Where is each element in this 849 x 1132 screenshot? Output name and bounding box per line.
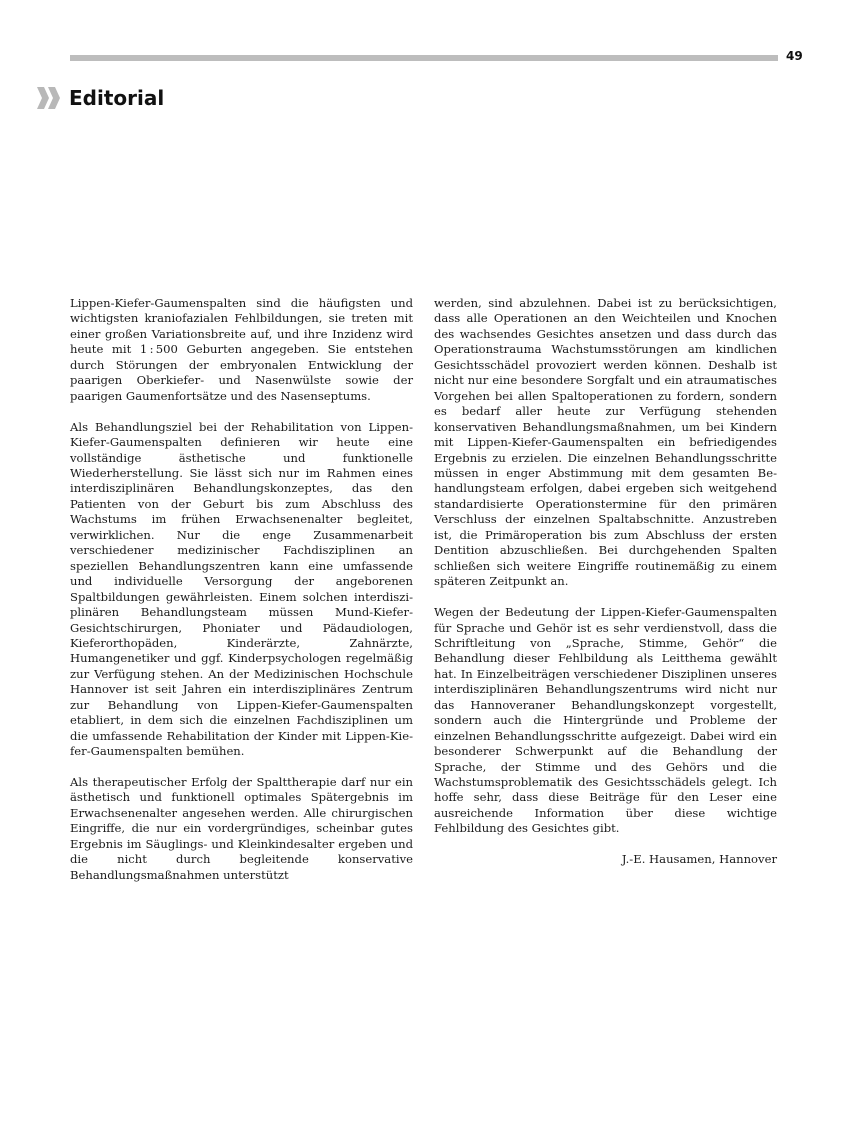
header-rule — [70, 55, 778, 61]
paragraph: Wegen der Bedeutung der Lippen-Kiefer-Gaumenspalten für Sprache und Gehör ist es sehr verdienstvoll, dass die Schriftleitung von „Sprache, Stimme, Gehör“ die Behandlung dieser Fehlbildung als Leitthema gewählt hat. In Einzelbeiträgen verschiedener Disziplinen unseres interdisziplinären Behandlungszentrums wird nicht nur das Hannoveraner Behandlungskonzept vorgestellt, sondern auch die Hintergründe und Probleme der einzelnen Behandlungsschritte aufgezeigt. Dabei wird ein besonderer Schwerpunkt auf die Behandlung der Sprache, der Stimme und des Gehörs und die Wachstumsproblematik des Gesichtsschädels gelegt. Ich hoffe sehr, dass diese Beiträge für den Leser eine ausreichende Information über diese wichtige Fehlbildung des Gesichtes gibt. — [434, 605, 777, 836]
paragraph: werden, sind abzulehnen. Dabei ist zu berücksichtigen, dass alle Operationen an den Weichteilen und Knochen des wachsendes Gesichtes ansetzen und dass durch das Operationstrauma Wachstumsstörungen am kindlichen Gesichtsschädel provoziert werden können. Deshalb ist nicht nur eine besondere Sorgfalt und ein atraumatisches Vorgehen bei allen Spaltoperationen zu fordern, sondern es bedarf aller heute zur Verfügung stehenden konservativen Behandlungsmaßnahmen, um bei Kindern mit Lippen-Kiefer-Gaumenspalten ein befriedigendes Ergebnis zu erzielen. Die einzelnen Behandlungsschritte müssen in enger Abstimmung mit dem gesamten Behandlungsteam erfolgen, dabei ergeben sich weitgehend standardisierte Operationstermine für den primären Verschluss der einzelnen Spaltabschnitte. Anzustreben ist, die Primäroperation bis zum Abschluss der ersten Dentition abzuschließen. Bei durchgehenden Spalten schließen sich weitere Eingriffe routinemäßig zu einem späteren Zeitpunkt an. — [434, 296, 777, 589]
article-column-left — [70, 296, 413, 883]
article-column-right — [434, 296, 777, 883]
page-number: 49 — [786, 49, 803, 63]
section-title: Editorial — [69, 86, 165, 110]
paragraph: Lippen-Kiefer-Gaumenspalten sind die häufigsten und wichtigsten kraniofazialen Fehlbildungen, sie treten mit einer großen Variationsbreite auf, und ihre Inzidenz wird heute mit 1 : 500 Geburten angegeben. Sie entstehen durch Störungen der embryonalen Entwicklung der paarigen Oberkiefer- und Nasenwülste sowie der paarigen Gaumenfortsätze und des Nasenseptums. — [70, 296, 413, 403]
paragraph: Als Behandlungsziel bei der Rehabilitation von Lippen-Kiefer-Gaumenspalten definieren wir heute eine vollständige ästhetische und funktionelle Wiederherstellung. Sie lässt sich nur im Rahmen eines interdisziplinären Behandlungskonzeptes, das den Patienten von der Geburt bis zum Abschluss des Wachstums im frühen Erwachsenenalter begleitet, verwirklichen. Nur die enge Zusammenarbeit verschiedener medizinischer Fachdisziplinen an speziellen Behandlungszentren kann eine umfassende und individuelle Versorgung der angeborenen Spaltbildungen gewährleisten. Einem solchen interdisziplinären Behandlungsteam müssen Mund-Kiefer-Gesichtschirurgen, Phoniater und Pädaudiologen, Kieferorthopäden, Kinderärzte, Zahnärzte, Humangenetiker und ggf. Kinderpsychologen regelmäßig zur Verfügung stehen. An der Medizinischen Hochschule Hannover ist seit Jahren ein interdisziplinäres Zentrum zur Behandlung von Lippen-Kiefer-Gaumenspalten etabliert, in dem sich die einzelnen Fachdisziplinen um die umfassende Rehabilitation der Kinder mit Lippen-Kiefer-Gaumenspalten bemühen. — [70, 419, 413, 759]
section-header — [37, 86, 164, 110]
author-signature: J.-E. Hausamen, Hannover — [621, 852, 777, 867]
double-chevron-icon — [37, 87, 61, 109]
paragraph: Als therapeutischer Erfolg der Spalttherapie darf nur ein ästhetisch und funktionell optimales Spätergebnis im Erwachsenenalter angesehen werden. Alle chirurgischen Eingriffe, die nur ein vordergründiges, scheinbar gutes Ergebnis im Säuglings- und Kleinkindesalter ergeben und die nicht durch begleitende konservative Behandlungsmaßnahmen unterstützt — [70, 775, 413, 882]
